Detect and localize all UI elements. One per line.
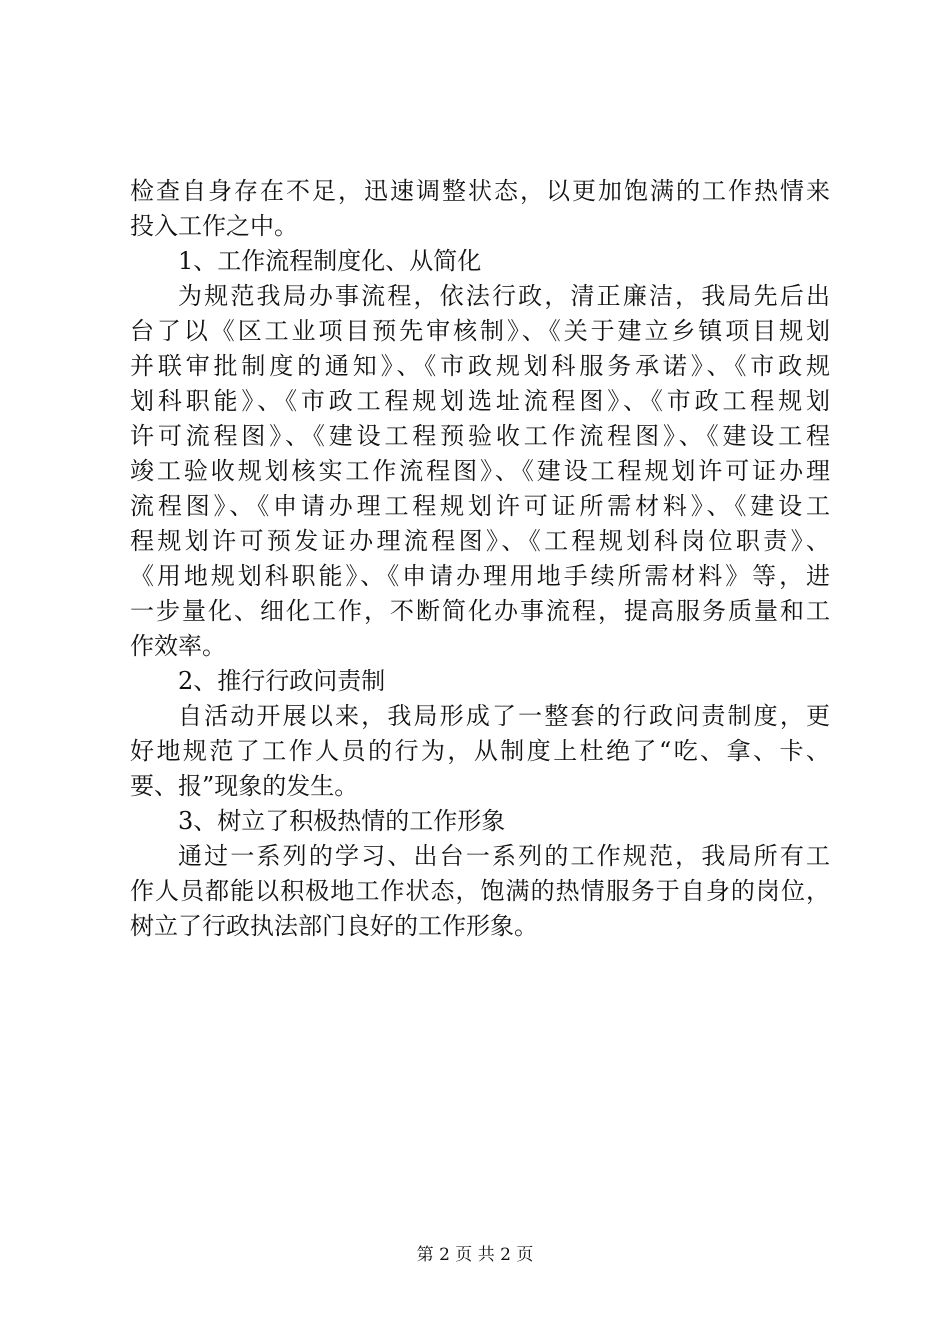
paragraph-line: 通过一系列的学习、出台一系列的工作规范，我局所有工 <box>178 842 830 870</box>
page-number-footer: 第 2 页 共 2 页 <box>416 1245 534 1265</box>
document-body <box>130 174 830 944</box>
paragraph-line: 许可流程图》、《建设工程预验收工作流程图》、《建设工程 <box>130 422 830 450</box>
paragraph-line: 作效率。 <box>130 632 226 660</box>
section-heading: 1、工作流程制度化、从简化 <box>178 247 482 275</box>
paragraph-line: 好地规范了工作人员的行为，从制度上杜绝了“吃、拿、卡、 <box>130 737 830 765</box>
paragraph-line: 一步量化、细化工作，不断简化办事流程，提高服务质量和工 <box>130 597 830 625</box>
paragraph-line: 自活动开展以来，我局形成了一整套的行政问责制度，更 <box>178 702 830 730</box>
paragraph-line: 并联审批制度的通知》、《市政规划科服务承诺》、《市政规 <box>130 352 830 380</box>
paragraph-line: 检查自身存在不足，迅速调整状态，以更加饱满的工作热情来 <box>130 177 830 205</box>
paragraph-line: 流程图》、《申请办理工程规划许可证所需材料》、《建设工 <box>130 492 830 520</box>
paragraph-line: 程规划许可预发证办理流程图》、《工程规划科岗位职责》、 <box>130 527 830 555</box>
paragraph-line: 要、报”现象的发生。 <box>130 772 359 800</box>
section-heading: 3、树立了积极热情的工作形象 <box>178 807 506 835</box>
paragraph-line: 作人员都能以积极地工作状态，饱满的热情服务于自身的岗位， <box>130 877 830 905</box>
paragraph-line: 树立了行政执法部门良好的工作形象。 <box>130 912 538 940</box>
paragraph-line: 划科职能》、《市政工程规划选址流程图》、《市政工程规划 <box>130 387 830 415</box>
section-heading: 2、推行行政问责制 <box>178 667 386 695</box>
paragraph-line: 台了以《区工业项目预先审核制》、《关于建立乡镇项目规划 <box>130 317 830 345</box>
paragraph-line: 投入工作之中。 <box>130 212 298 240</box>
paragraph-line: 竣工验收规划核实工作流程图》、《建设工程规划许可证办理 <box>130 457 830 485</box>
paragraph-line: 《用地规划科职能》、《申请办理用地手续所需材料》等，进 <box>130 562 830 590</box>
paragraph-line: 为规范我局办事流程，依法行政，清正廉洁，我局先后出 <box>178 282 830 310</box>
